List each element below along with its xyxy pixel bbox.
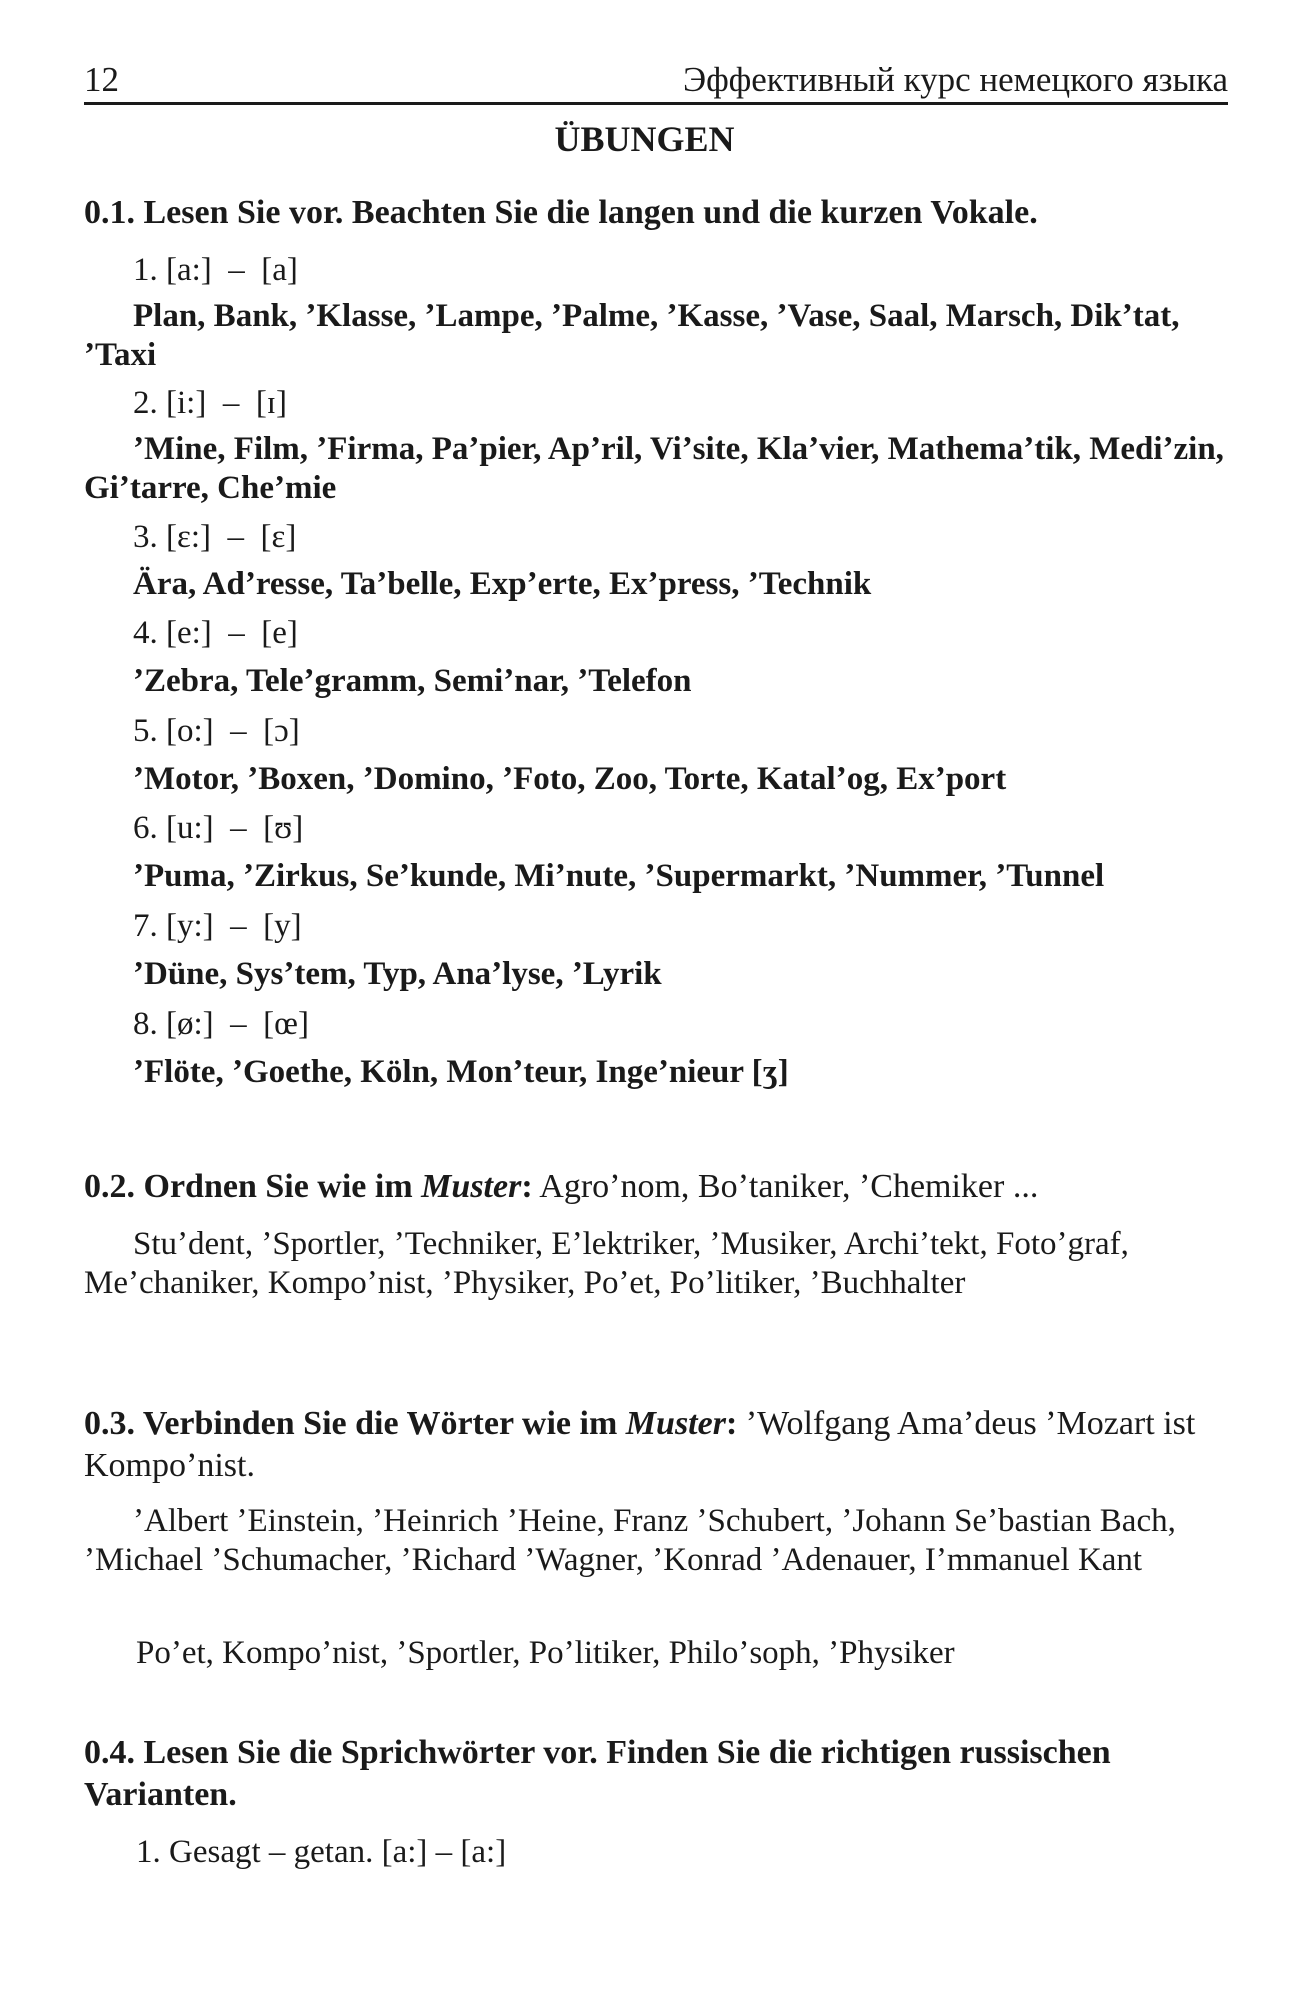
muster-label: Muster xyxy=(421,1168,522,1205)
exercise-0-3-heading xyxy=(84,1403,1234,1487)
vowel-pair-1: 1. [a:] – [a] xyxy=(133,252,298,288)
muster-label: Muster xyxy=(625,1405,726,1442)
heading-colon: : xyxy=(521,1168,533,1205)
vowel-pair-2: 2. [i:] – [ɪ] xyxy=(133,385,287,421)
book-title: Эффективный курс немецкого языка xyxy=(683,60,1228,99)
heading-text: 0.2. Ordnen Sie wie im xyxy=(84,1168,422,1205)
word-list-2: ʼMine, Film, ʼFirma, Paʼpier, Apʼril, Viʼsite, Klaʼvier, Mathemaʼtik, Mediʼzin, Giʼtarre, Cheʼmie xyxy=(84,431,1224,506)
exercise-0-2-heading xyxy=(84,1166,1234,1208)
running-header xyxy=(84,58,1228,105)
proverb-1: 1. Gesagt – getan. [a:] – [a:] xyxy=(136,1834,507,1870)
exercise-0-3-names: ʼAlbert ʼEinstein, ʼHeinrich ʼHeine, Franz ʼSchubert, ʼJohann Seʼbastian Bach, ʼMichael ʼSchumacher, ʼRichard ʼWagner, ʼKonrad ʼAdenauer, Iʼmmanuel Kant xyxy=(84,1503,1176,1578)
vowel-pair-4: 4. [e:] – [e] xyxy=(133,615,298,651)
word-list-3: Ära, Adʼresse, Taʼbelle, Expʼerte, Exʼpress, ʼTechnik xyxy=(133,566,872,602)
heading-text: 0.3. Verbinden Sie die Wörter wie im xyxy=(84,1405,626,1442)
word-list-6: ʼPuma, ʼZirkus, Seʼkunde, Miʼnute, ʼSupermarkt, ʼNummer, ʼTunnel xyxy=(133,858,1105,894)
word-list-4: ʼZebra, Teleʼgramm, Semiʼnar, ʼTelefon xyxy=(133,663,692,699)
vowel-pair-8: 8. [ø:] – [œ] xyxy=(133,1006,309,1042)
exercise-0-1-heading: 0.1. Lesen Sie vor. Beachten Sie die langen und die kurzen Vokale. xyxy=(84,194,1038,231)
word-list-8: ʼFlöte, ʼGoethe, Köln, Monʼteur, Ingeʼnieur [ʒ] xyxy=(133,1054,789,1090)
muster-example: ʼWolfgang Amaʼdeus ʼMozart ist Kompoʼnist. xyxy=(84,1405,1196,1484)
word-list-7: ʼDüne, Sysʼtem, Typ, Anaʼlyse, ʼLyrik xyxy=(133,956,662,992)
vowel-pair-5: 5. [o:] – [ɔ] xyxy=(133,713,300,749)
exercise-0-3-professions: Poʼet, Kompoʼnist, ʼSportler, Poʼlitiker, Philoʼsoph, ʼPhysiker xyxy=(136,1635,955,1671)
muster-example: Agroʼnom, Boʼtaniker, ʼChemiker ... xyxy=(532,1168,1039,1205)
heading-colon: : xyxy=(725,1405,738,1442)
page-number: 12 xyxy=(84,60,119,99)
vowel-pair-3: 3. [ɛ:] – [ɛ] xyxy=(133,519,297,555)
word-list-1: Plan, Bank, ʼKlasse, ʼLampe, ʼPalme, ʼKasse, ʼVase, Saal, Marsch, Dikʼtat, ʼTaxi xyxy=(84,298,1180,373)
section-title: ÜBUNGEN xyxy=(554,119,735,159)
exercise-0-4-heading: 0.4. Lesen Sie die Sprichwörter vor. Finden Sie die richtigen russischen Varianten. xyxy=(84,1734,1111,1813)
vowel-pair-7: 7. [y:] – [y] xyxy=(133,908,302,944)
exercise-0-2-words: Stuʼdent, ʼSportler, ʼTechniker, Eʼlektriker, ʼMusiker, Archiʼtekt, Fotoʼgraf, Meʼchaniker, Kompoʼnist, ʼPhysiker, Poʼet, Poʼlitiker, ʼBuchhalter xyxy=(84,1226,1129,1301)
word-list-5: ʼMotor, ʼBoxen, ʼDomino, ʼFoto, Zoo, Torte, Katalʼog, Exʼport xyxy=(133,761,1007,797)
vowel-pair-6: 6. [u:] – [ʊ] xyxy=(133,810,304,846)
